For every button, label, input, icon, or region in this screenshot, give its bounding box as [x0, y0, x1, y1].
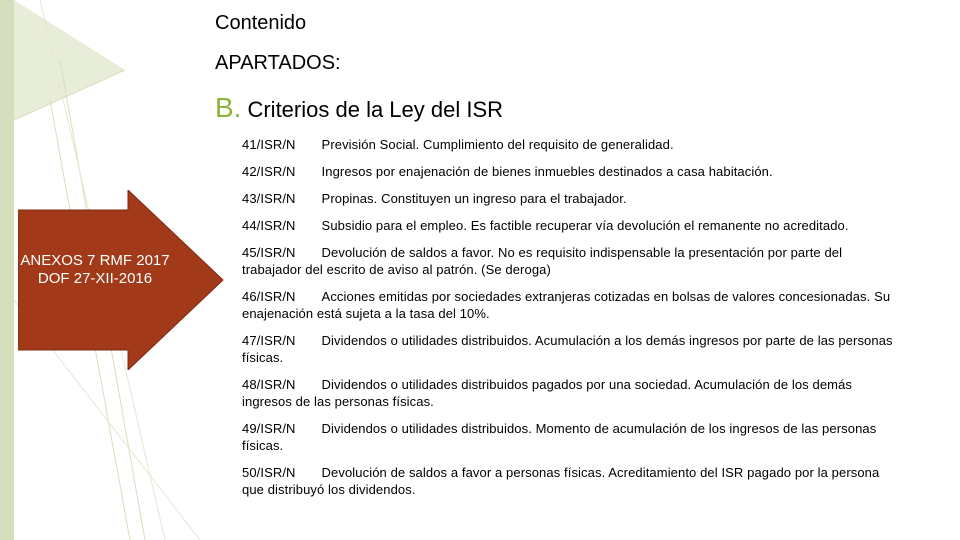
criteria-text: Dividendos o utilidades distribuidos pagados por una sociedad. Acumulación de los demás ingresos de las personas físicas. [242, 377, 853, 409]
criteria-text: Subsidio para el empleo. Es factible recuperar vía devolución el remanente no acreditado. [321, 218, 849, 233]
criteria-text: Ingresos por enajenación de bienes inmuebles destinados a casa habitación. [321, 164, 773, 179]
criteria-text: Dividendos o utilidades distribuidos. Momento de acumulación de los ingresos de las personas físicas. [242, 421, 877, 453]
criteria-item [242, 217, 902, 234]
criteria-code: 46/ISR/N [242, 289, 296, 304]
criteria-code: 49/ISR/N [242, 421, 296, 436]
section-label: APARTADOS: [215, 52, 341, 74]
criteria-item [242, 376, 902, 410]
criteria-item [242, 288, 902, 322]
decor-triangle [14, 0, 125, 120]
criteria-item [242, 244, 902, 278]
criteria-code: 47/ISR/N [242, 333, 296, 348]
criteria-list [242, 136, 902, 508]
heading-letter: B. [215, 92, 242, 123]
slide-title: Contenido [215, 12, 307, 34]
criteria-code: 41/ISR/N [242, 137, 296, 152]
criteria-text: Devolución de saldos a favor. No es requisito indispensable la presentación por parte del trabajador del escrito de aviso al patrón. (Se deroga) [242, 245, 843, 277]
criteria-item [242, 464, 902, 498]
criteria-text: Propinas. Constituyen un ingreso para el trabajador. [321, 191, 627, 206]
criteria-text: Dividendos o utilidades distribuidos. Acumulación a los demás ingresos por parte de las personas físicas. [242, 333, 893, 365]
criteria-text: Devolución de saldos a favor a personas físicas. Acreditamiento del ISR pagado por la persona que distribuyó los dividendos. [242, 465, 880, 497]
criteria-text: Acciones emitidas por sociedades extranjeras cotizadas en bolsas de valores concesionadas. Su enajenación está sujeta a la tasa del 10%. [242, 289, 891, 321]
arrow-label: ANEXOS 7 RMF 2017 DOF 27-XII-2016 [20, 252, 170, 287]
criteria-item [242, 190, 902, 207]
criteria-item [242, 163, 902, 180]
criteria-code: 48/ISR/N [242, 377, 296, 392]
criteria-code: 45/ISR/N [242, 245, 296, 260]
criteria-code: 43/ISR/N [242, 191, 296, 206]
heading-text: Criterios de la Ley del ISR [247, 97, 504, 122]
criteria-item [242, 420, 902, 454]
criteria-item [242, 136, 902, 153]
criteria-code: 42/ISR/N [242, 164, 296, 179]
criteria-item [242, 332, 902, 366]
criteria-text: Previsión Social. Cumplimiento del requisito de generalidad. [321, 137, 674, 152]
criteria-code: 44/ISR/N [242, 218, 296, 233]
section-heading [215, 92, 503, 124]
criteria-code: 50/ISR/N [242, 465, 296, 480]
